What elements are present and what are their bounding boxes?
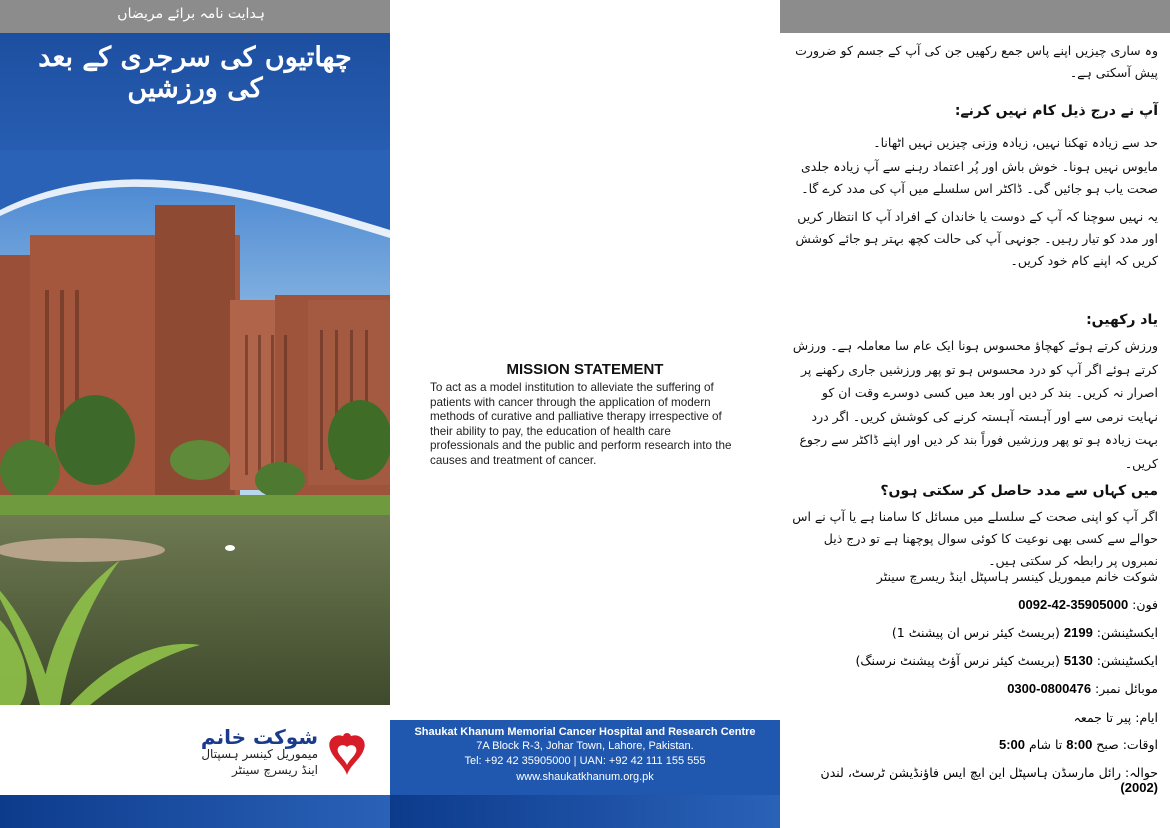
intro-text: وہ ساری چیزیں اپنے پاس جمع رکھیں جن کی آپ کے جسم کو ضرورت پیش آسکتی ہے۔ [795,43,1158,80]
footer-org: Shaukat Khanum Memorial Cancer Hospital and Research Centre [414,726,756,738]
days-label: ایام: [1135,710,1158,725]
footer-website[interactable]: www.shaukatkhanum.org.pk [516,771,654,783]
footer-phones: Tel: +92 42 35905000 | UAN: +92 42 111 155 555 [464,755,706,767]
remember-heading: یاد رکھیں: [1086,312,1158,328]
cover-panel [0,0,391,828]
help-body: اگر آپ کو اپنی صحت کے سلسلے میں مسائل کا سامنا ہے یا آپ نے اس حوالے سے کسی بھی نوعیت کا کوئی سوال پوچھنا ہے تو درج ذیل نمبروں پر رابطہ کر سکتی ہیں۔ [792,509,1158,568]
hours-end: 5:00 [998,737,1026,752]
reference-year: (2002) [1120,780,1158,795]
dont-item-1: حد سے زیادہ تھکنا نہیں، زیادہ وزنی چیزیں نہیں اٹھانا۔ [873,135,1158,150]
mission-body: To act as a model institution to alleviate the suffering of patients with cancer through the application of modern methods of curative and palliative therapy irrespective of their ability to pay, the education of health care professionals and the public and perform research into the causes and treatment of cancer. [430,381,732,467]
ext2-desc: (بریسٹ کیئر نرس آؤٹ پیشنٹ نرسنگ) [855,653,1060,668]
phone-row [792,597,1158,612]
info-panel [780,0,1170,828]
hours-label: اوقات: صبح [1096,737,1158,752]
contact-footer [390,720,780,795]
hospital-logo [170,725,370,785]
mobile-value[interactable]: 0300-0800476 [1007,681,1092,696]
mobile-label: موبائل نمبر: [1095,681,1158,696]
ext1-value[interactable]: 2199 [1063,625,1093,640]
ext1-label: ایکسٹینشن: [1096,625,1158,640]
dont-heading: آپ نے درج ذیل کام نہیں کرنے: [954,103,1158,119]
hours-row [792,737,1158,752]
mission-bottom-stripe [390,795,780,828]
booklet-label: ہدایت نامہ برائے مریضاں [117,6,265,22]
reference-label: حوالہ: رائل مارسڈن ہاسپٹل این ایچ ایس فاؤنڈیشن ٹرسٹ، لندن [820,765,1158,780]
top-bar-right [780,0,1170,33]
hospital-photo [0,150,390,705]
mobile-row [792,681,1158,696]
remember-body: ورزش کرتے ہوئے کھچاؤ محسوس ہونا ایک عام سا معاملہ ہے۔ ورزش کرتے ہوئے اگر آپ کو درد محسوس ہو تو پھر ورزشیں جاری رکھنے پر اصرار نہ کریں۔ بند کر دیں اور بعد میں کسی دوسرے وقت ان کو نہایت نرمی سے اور آہستہ آہستہ کرنے کی کوشش کریں۔ اگر درد بہت زیادہ ہو تو پھر ورزشیں فوراً بند کر دیں اور اپنے ڈاکٹر سے رجوع کریں۔ [792,338,1158,471]
logo-name-line1: شوکت خانم [200,725,318,749]
footer-address: 7A Block R-3, Johar Town, Lahore, Pakistan. [476,740,694,752]
mission-title: MISSION STATEMENT [506,361,664,378]
days-value: پیر تا جمعہ [1073,710,1132,725]
cover-title: چھاتیوں کی سرجری کے بعد کی ورزشیں [38,42,352,104]
reference-row [792,765,1158,795]
mission-panel [390,0,781,828]
ext2-label: ایکسٹینشن: [1096,653,1158,668]
logo-emblem-icon [324,733,370,777]
dont-item-2: مایوس نہیں ہونا۔ خوش باش اور پُر اعتماد رہنے سے آپ زیادہ جلدی صحت یاب ہو جائیں گی۔ ڈاکٹر اس سلسلے میں آپ کی مدد کرے گا۔ [800,159,1158,196]
help-heading: میں کہاں سے مدد حاصل کر سکتی ہوں؟ [880,483,1158,499]
ext1-row [792,625,1158,640]
dont-item-3: یہ نہیں سوچنا کہ آپ کے دوست یا خاندان کے افراد آپ کا انتظار کریں اور مدد کو تیار رہیں۔ جونہی آپ کی حالت کچھ بہتر ہو جائے کوشش کریں کہ اپنے کام خود کریں۔ [795,209,1158,268]
phone-label: فون: [1132,597,1158,612]
phone-value[interactable]: 0092-42-35905000 [1018,597,1129,612]
hospital-name: شوکت خانم میموریل کینسر ہاسپٹل اینڈ ریسرچ سینٹر [876,569,1158,584]
logo-name-line2: میموریل کینسر ہسپتال [201,747,318,761]
ext2-row [792,653,1158,668]
ext2-value[interactable]: 5130 [1063,653,1093,668]
logo-name-line3: اینڈ ریسرچ سینٹر [232,763,318,777]
hours-mid: تا شام [1029,737,1063,752]
hours-start: 8:00 [1066,737,1093,752]
ext1-desc: (بریسٹ کیئر نرس ان پیشنٹ 1) [891,625,1060,640]
days-row [792,710,1158,725]
cover-bottom-stripe [0,795,390,828]
